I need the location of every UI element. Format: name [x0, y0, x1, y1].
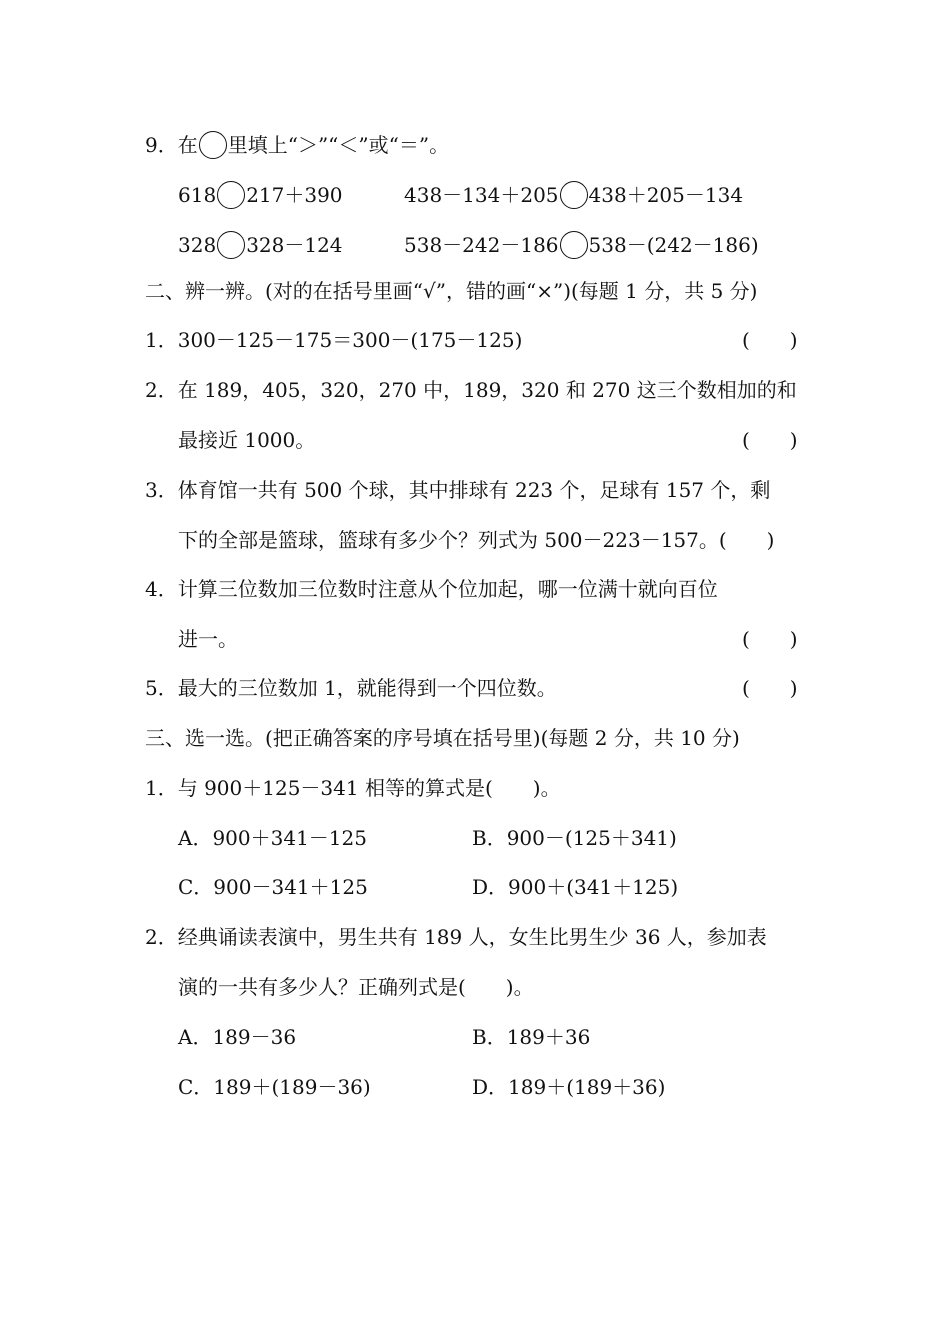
- s2-item4-answer[interactable]: ( ): [742, 627, 798, 651]
- s3-q2-option-b[interactable]: B．189＋36: [472, 1025, 591, 1049]
- s2-item2-answer[interactable]: ( ): [742, 428, 798, 452]
- q9-row-1a: [178, 181, 343, 209]
- s3-q2-option-a[interactable]: A．189－36: [178, 1025, 297, 1049]
- answer-circle-icon[interactable]: [217, 231, 245, 259]
- s2-item2-line1: 2．在 189，405，320，270 中，189，320 和 270 这三个数相加的和: [145, 378, 797, 402]
- s3-q2-option-d[interactable]: D．189＋(189＋36): [472, 1075, 666, 1099]
- s3-q1-option-b[interactable]: B．900－(125＋341): [472, 826, 677, 850]
- q9-row-2b: [404, 231, 759, 259]
- section3-title: 三、选一选。(把正确答案的序号填在括号里)(每题 2 分，共 10 分): [145, 726, 740, 750]
- s3-q1-option-a[interactable]: A．900＋341－125: [178, 826, 367, 850]
- answer-circle-icon[interactable]: [560, 181, 588, 209]
- expr-right: 217＋390: [246, 183, 343, 207]
- expr-right: 328－124: [246, 233, 343, 257]
- expr-left: 328: [178, 233, 217, 257]
- s2-item4-line1: 4．计算三位数加三位数时注意从个位加起，哪一位满十就向百位: [145, 577, 718, 601]
- expr-left: 618: [178, 183, 217, 207]
- s2-item5-text: 5．最大的三位数加 1，就能得到一个四位数。: [145, 676, 557, 700]
- s3-q1-stem: 1．与 900＋125－341 相等的算式是( )。: [145, 776, 561, 800]
- q9-prompt-after: 里填上“＞”“＜”或“＝”。: [227, 133, 450, 157]
- answer-circle-icon[interactable]: [199, 131, 227, 159]
- s2-item2-line2: 最接近 1000。: [178, 428, 316, 452]
- answer-circle-icon[interactable]: [560, 231, 588, 259]
- s2-item3-line1: 3．体育馆一共有 500 个球，其中排球有 223 个，足球有 157 个，剩: [145, 478, 771, 502]
- s2-item3-line2: 下的全部是篮球，篮球有多少个？列式为 500－223－157。( ): [178, 528, 775, 552]
- section2-title: 二、辨一辨。(对的在括号里画“√”，错的画“×”)(每题 1 分，共 5 分): [145, 279, 758, 303]
- s2-item1-text: 1．300－125－175＝300－(175－125): [145, 328, 523, 352]
- s2-item1-answer[interactable]: ( ): [742, 328, 798, 352]
- s3-q1-option-c[interactable]: C．900－341＋125: [178, 875, 368, 899]
- s3-q2-option-c[interactable]: C．189＋(189－36): [178, 1075, 371, 1099]
- q9-row-1b: [404, 181, 743, 209]
- s2-item5-answer[interactable]: ( ): [742, 676, 798, 700]
- expr-right: 438＋205－134: [588, 183, 744, 207]
- q9-prompt: [145, 131, 449, 159]
- s3-q2-stem-line1: 2．经典诵读表演中，男生共有 189 人，女生比男生少 36 人，参加表: [145, 925, 767, 949]
- expr-left: 538－242－186: [404, 233, 559, 257]
- expr-left: 438－134＋205: [404, 183, 559, 207]
- answer-circle-icon[interactable]: [217, 181, 245, 209]
- expr-right: 538－(242－186): [588, 233, 759, 257]
- q9-prompt-before: 9．在: [145, 133, 198, 157]
- q9-row-2a: [178, 231, 343, 259]
- s2-item4-line2: 进一。: [178, 627, 238, 651]
- s3-q1-option-d[interactable]: D．900＋(341＋125): [472, 875, 679, 899]
- s3-q2-stem-line2: 演的一共有多少人？正确列式是( )。: [178, 975, 534, 999]
